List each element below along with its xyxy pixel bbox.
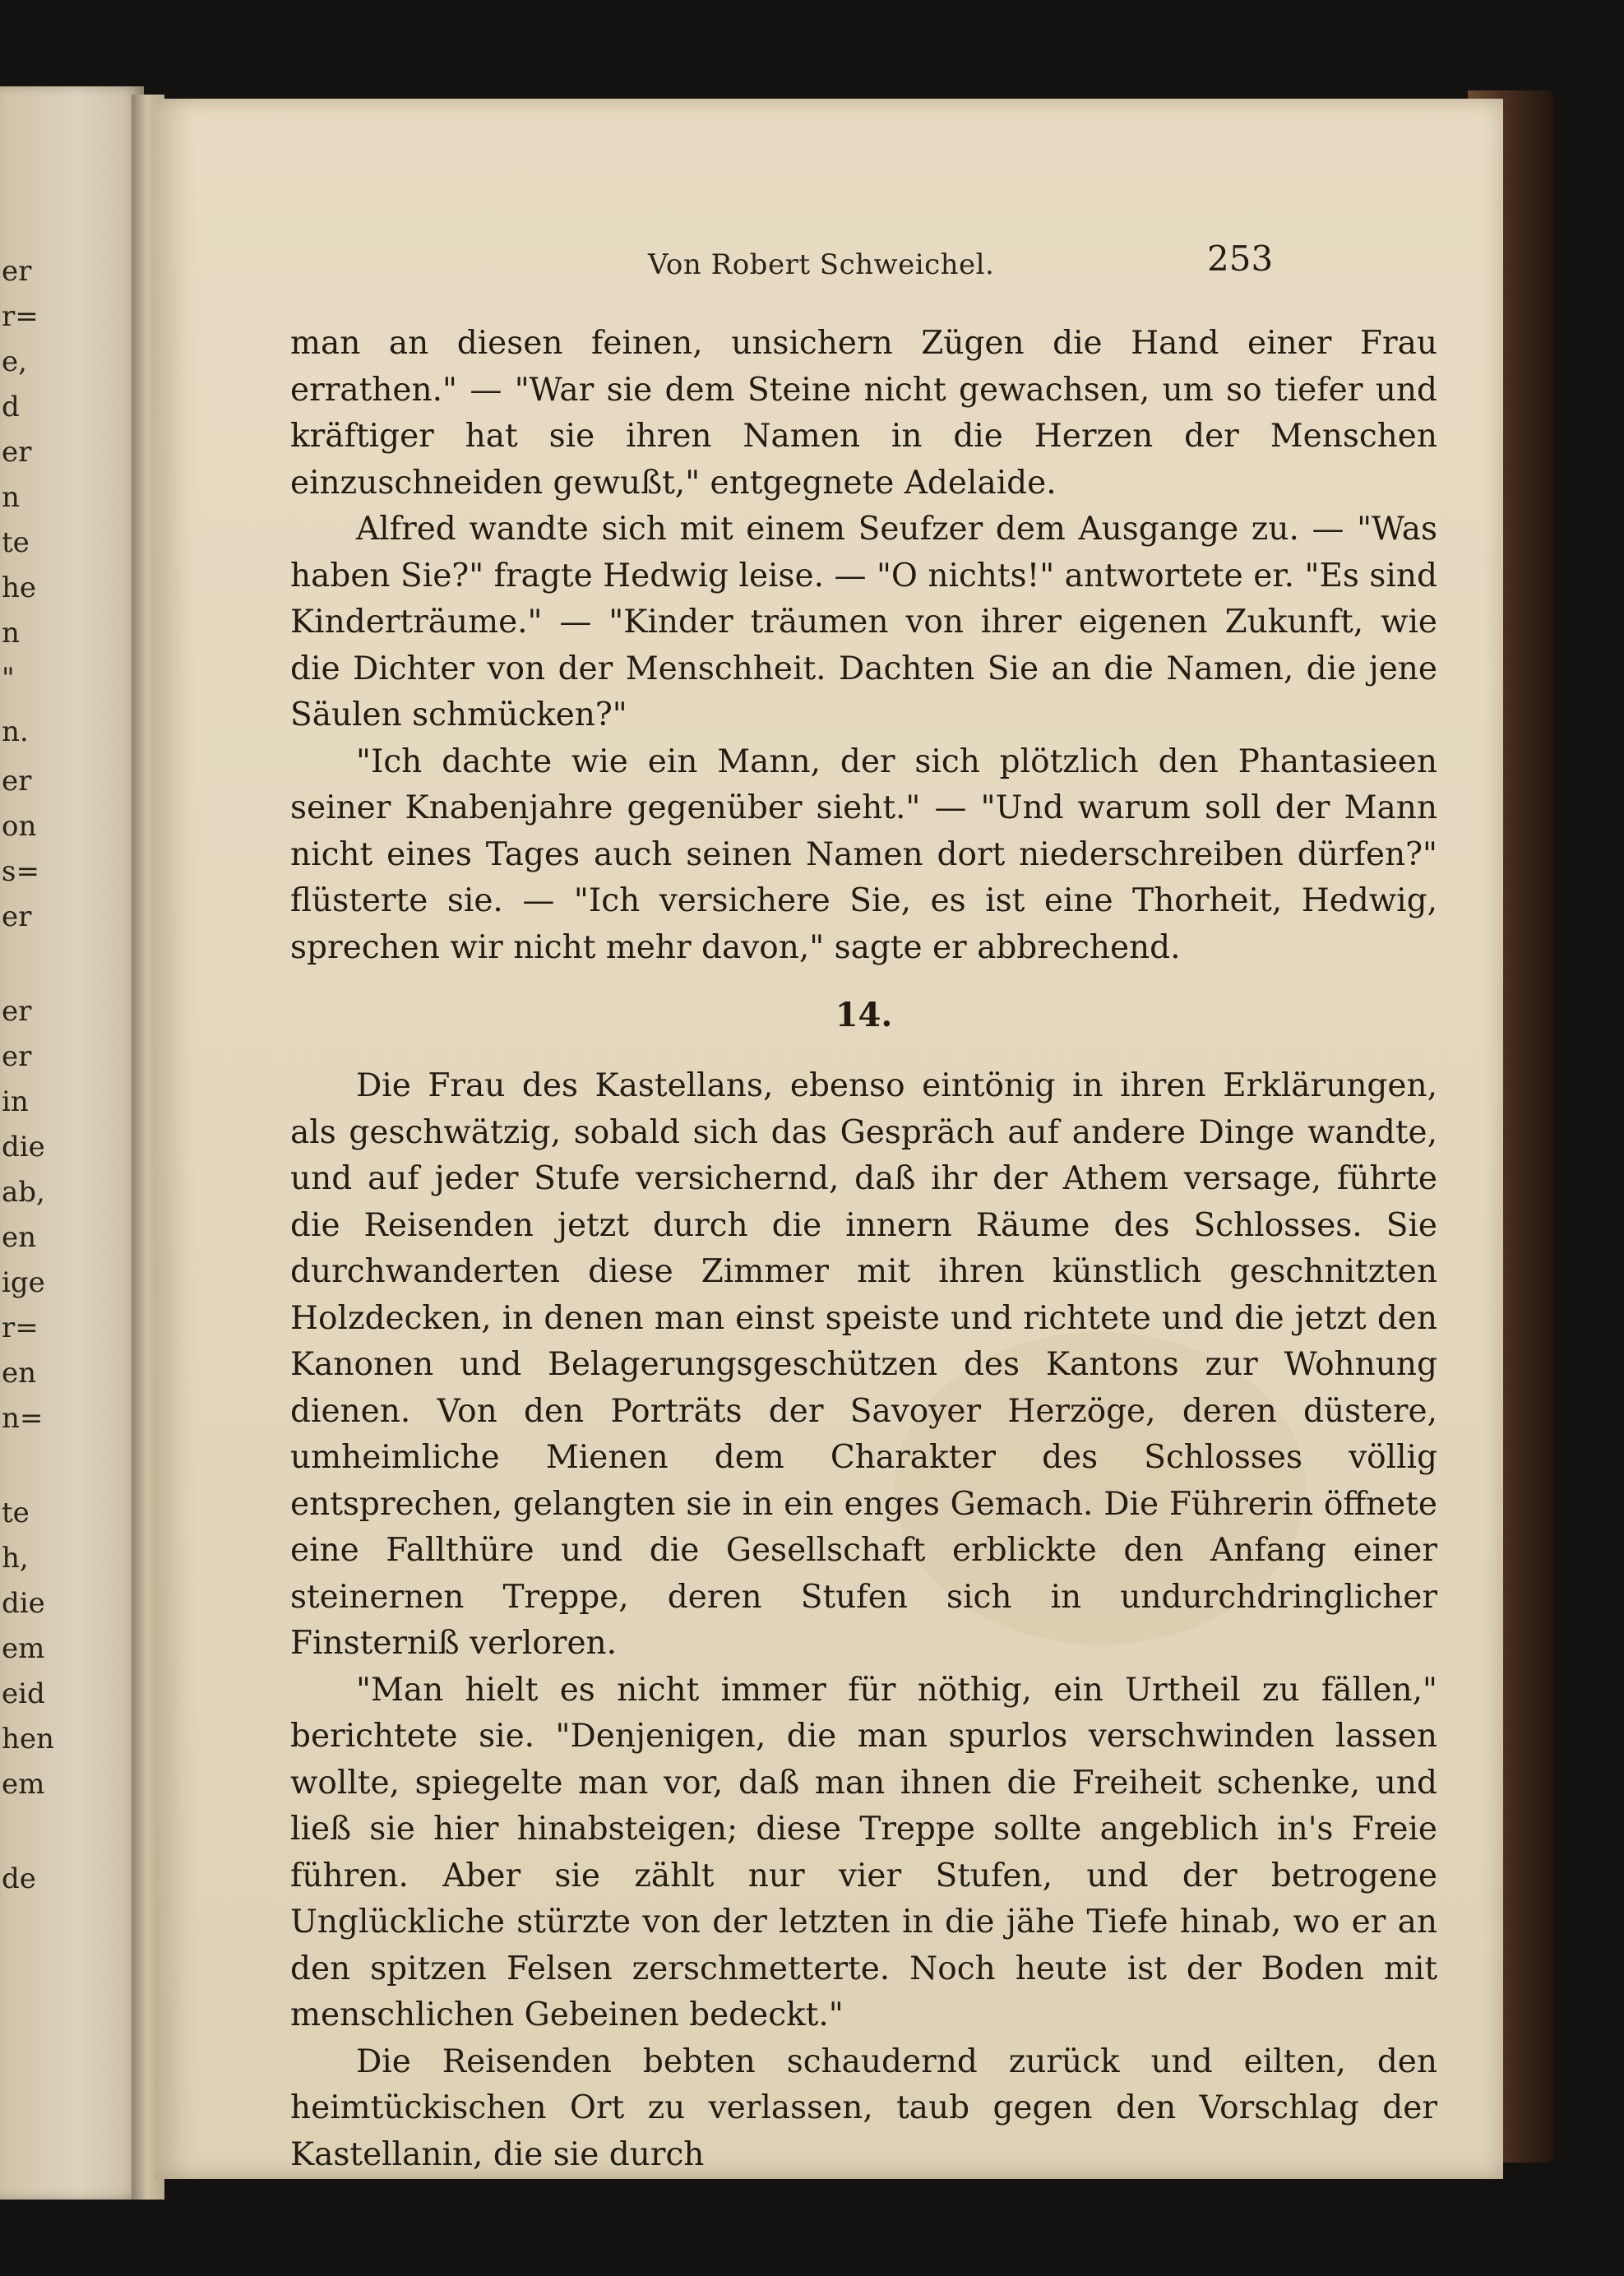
previous-page-fragment: die — [2, 1587, 45, 1620]
previous-page-fragment: er — [2, 1040, 32, 1073]
previous-page-fragment: er — [2, 255, 32, 288]
previous-page-fragment: on — [2, 810, 37, 843]
previous-page-fragment: n — [2, 481, 20, 514]
previous-page-fragment: eid — [2, 1677, 45, 1710]
previous-page-fragment: die — [2, 1131, 45, 1163]
section-number: 14. — [835, 996, 893, 1034]
paragraph-6: Die Reisenden bebten schaudernd zurück und eilten, den heimtückischen Ort zu verlassen, taub gegen den Vorschlag der Kastellanin, die sie durch — [290, 2042, 1437, 2173]
previous-page-fragment: in — [2, 1085, 29, 1118]
previous-page-fragment: r= — [2, 1311, 39, 1344]
previous-page-fragment: hen — [2, 1723, 54, 1756]
previous-page-fragment: en — [2, 1357, 37, 1390]
previous-page-fragment: " — [2, 662, 15, 695]
previous-page-fragment: en — [2, 1221, 37, 1254]
previous-page-fragment: e, — [2, 345, 27, 378]
previous-page-edge — [0, 86, 144, 2200]
page-header — [155, 238, 1503, 288]
previous-page-fragment: r= — [2, 300, 39, 333]
page-body — [290, 321, 1437, 2178]
page-number: 253 — [1207, 238, 1274, 279]
previous-page-fragment: er — [2, 995, 32, 1028]
previous-page-fragment: h, — [2, 1542, 29, 1575]
previous-page-fragment: n — [2, 617, 20, 650]
previous-page-fragment: em — [2, 1632, 45, 1665]
previous-page-fragment: te — [2, 1497, 30, 1529]
previous-page-fragment: n= — [2, 1402, 44, 1435]
previous-page-line-endings — [0, 86, 144, 2200]
previous-page-fragment: er — [2, 900, 32, 933]
previous-page-fragment: em — [2, 1768, 45, 1801]
previous-page-fragment: s= — [2, 855, 39, 888]
paragraph-2: Alfred wandte sich mit einem Seufzer dem Ausgange zu. — "Was haben Sie?" fragte Hedwig leise. — "O nichts!" antwortete er. "Es sind Kinderträume." — "Kinder träumen von ihrer eigenen Zukunft, wie die Dichter von der Menschheit. Dachten Sie an die Namen, die jene Säulen schmücken?" — [290, 511, 1437, 733]
previous-page-fragment: ab, — [2, 1176, 45, 1209]
previous-page-fragment: d — [2, 391, 20, 423]
previous-page-fragment: he — [2, 571, 37, 604]
previous-page-fragment: de — [2, 1862, 36, 1895]
previous-page-fragment: te — [2, 526, 30, 559]
paragraph-5: "Man hielt es nicht immer für nöthig, ein Urtheil zu fällen," berichtete sie. "Denjenigen, die man spurlos verschwinden lassen wollte, spiegelte man vor, daß man ihnen die Freiheit schenke, und ließ sie hier hinabsteigen; diese Treppe sollte angeblich in's Freie führen. Aber sie zählt nur vier Stufen, und der betrogene Unglückliche stürzte von der letzten in die jähe Tiefe hinab, wo er an den spitzen Felsen zerschmetterte. Noch heute ist der Boden mit menschlichen Gebeinen bedeckt." — [290, 1671, 1437, 2033]
paragraph-1: man an diesen feinen, unsichern Zügen die Hand einer Frau errathen." — "War sie dem Steine nicht gewachsen, um so tiefer und kräftiger hat sie ihren Namen in die Herzen der Menschen einzuschneiden gewußt," entgegnete Adelaide. — [290, 325, 1437, 502]
previous-page-fragment: ige — [2, 1266, 45, 1299]
previous-page-fragment: n. — [2, 715, 29, 748]
book-page — [155, 99, 1503, 2179]
paragraph-3: "Ich dachte wie ein Mann, der sich plötzlich den Phantasieen seiner Knabenjahre gegenüber sieht." — "Und warum soll der Mann nicht eines Tages auch seinen Namen dort niederschreiben dürfen?" flüsterte sie. — "Ich versichere Sie, es ist eine Thorheit, Hedwig, sprechen wir nicht mehr davon," sagte er abbrechend. — [290, 742, 1437, 966]
paragraph-4: Die Frau des Kastellans, ebenso eintönig in ihren Erklärungen, als geschwätzig, sobald sich das Gespräch auf andere Dinge wandte, und auf jeder Stufe versichernd, daß ihr der Athem versage, führte die Reisenden jetzt durch die innern Räume des Schlosses. Sie durchwanderten diese Zimmer mit ihren künstlich geschnitzten Holzdecken, in denen man einst speiste und richtete und die jetzt den Kanonen und Belagerungsgeschützen des Kantons zur Wohnung dienen. Von den Porträts der Savoyer Herzöge, deren düstere, umheimliche Mienen dem Charakter des Schlosses völlig entsprechen, gelangten sie in ein enges Gemach. Die Führerin öffnete eine Fallthüre und die Gesellschaft erblickte den Anfang einer steinernen Treppe, deren Stufen sich in undurchdringlicher Finsterniß verloren. — [290, 1067, 1437, 1662]
running-head: Von Robert Schweichel. — [648, 248, 995, 281]
previous-page-fragment: er — [2, 765, 32, 798]
previous-page-fragment: er — [2, 436, 32, 469]
